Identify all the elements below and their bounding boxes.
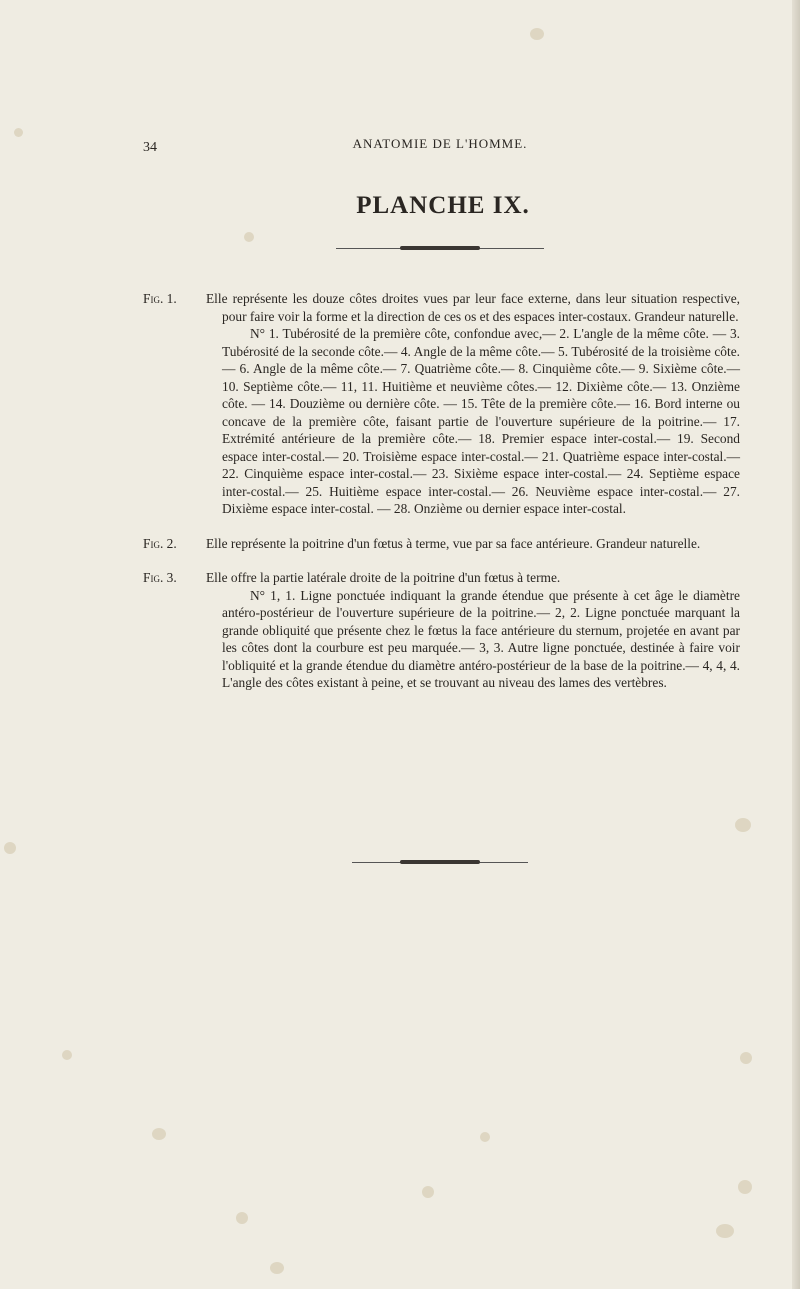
foxing-spot: [4, 842, 16, 854]
foxing-spot: [62, 1050, 72, 1060]
foxing-spot: [480, 1132, 490, 1142]
foxing-spot: [735, 818, 751, 832]
foxing-spot: [236, 1212, 248, 1224]
page-number: 34: [143, 140, 157, 155]
figure-label: [143, 569, 203, 587]
plate-title: PLANCHE IX.: [356, 192, 530, 219]
figure-label-prefix: Fig.: [143, 291, 164, 306]
plate-explanation: [143, 290, 740, 709]
foxing-spot: [422, 1186, 434, 1198]
foxing-spot: [738, 1180, 752, 1194]
figure-legend: N° 1. Tubérosité de la première côte, confondue avec,— 2. L'angle de la même côte. — 3. Tubérosité de la seconde côte.— 4. Angle de la même côte.— 5. Tubérosité de la troisième côte.— 6. Angle de la même côte.— 7. Quatrième côte.— 8. Cinquième côte.— 9. Sixième côte.— 10. Septième côte.— 11, 11. Huitième et neuvième côtes.— 12. Dixième côte.— 13. Onzième côte. — 14. Douzième ou dernière côte. — 15. Tête de la première côte.— 16. Bord interne ou concave de la première côte, faisant partie de l'ouverture supérieure de la poitrine.— 17. Extrémité antérieure de la première côte.— 18. Premier espace inter-costal.— 19. Second espace inter-costal.— 20. Troisième espace inter-costal.— 21. Quatrième espace inter-costal.— 22. Cinquième espace inter-costal.— 23. Sixième espace inter-costal.— 24. Septième espace inter-costal.— 25. Huitième espace inter-costal.— 26. Neuvième espace inter-costal.— 27. Dixième espace inter-costal. — 28. Onzième ou dernier espace inter-costal.: [222, 326, 740, 516]
figure-description: Elle représente la poitrine d'un fœtus à terme, vue par sa face antérieure. Grandeur naturelle.: [206, 535, 701, 551]
figure-description: Elle représente les douze côtes droites vues par leur face externe, dans leur situation respective, pour faire voir la forme et la direction de ces os et des espaces inter-costaux. Grandeur naturelle.: [206, 291, 740, 324]
foxing-spot: [244, 232, 254, 242]
foxing-spot: [530, 28, 544, 40]
figure-legend: N° 1, 1. Ligne ponctuée indiquant la grande étendue que présente à cet âge le diamètre antéro-postérieur de l'ouverture supérieure de la poitrine.— 2, 2. Ligne ponctuée marquant la grande obliquité que présente chez le fœtus la face antérieure du sternum, projetée en avant par les côtes dont la courbure est peu marquée.— 3, 3. Autre ligne ponctuée, destinée à faire voir l'obliquité et la grande étendue du diamètre antéro-postérieur de la base de la poitrine.— 4, 4, 4. L'angle des côtes existant à peine, et se trouvant au niveau des lames des vertèbres.: [222, 587, 740, 690]
foxing-spot: [152, 1128, 166, 1140]
figure-text: [206, 569, 740, 692]
figure-entry-1: [143, 290, 740, 518]
figure-label-prefix: Fig.: [143, 570, 164, 585]
foxing-spot: [740, 1052, 752, 1064]
figure-description: Elle offre la partie latérale droite de la poitrine d'un fœtus à terme.: [206, 570, 561, 585]
foxing-spot: [270, 1262, 284, 1274]
closing-ornament-rule: [352, 862, 528, 863]
figure-label: [143, 535, 203, 553]
rule-ornament: [400, 860, 480, 864]
figure-entry-2: [143, 535, 740, 553]
figure-label-number: 1.: [166, 291, 177, 306]
figure-label: [143, 290, 203, 308]
figure-entry-3: [143, 569, 740, 692]
rule-ornament: [400, 246, 480, 250]
figure-label-number: 3.: [166, 570, 177, 585]
title-ornament-rule: [336, 248, 544, 249]
figure-text: [206, 535, 740, 553]
figure-label-prefix: Fig.: [143, 535, 164, 551]
figure-text: [206, 290, 740, 518]
foxing-spot: [716, 1224, 734, 1238]
figure-label-number: 2.: [166, 535, 177, 551]
running-head: ANATOMIE DE L'HOMME.: [352, 136, 528, 151]
